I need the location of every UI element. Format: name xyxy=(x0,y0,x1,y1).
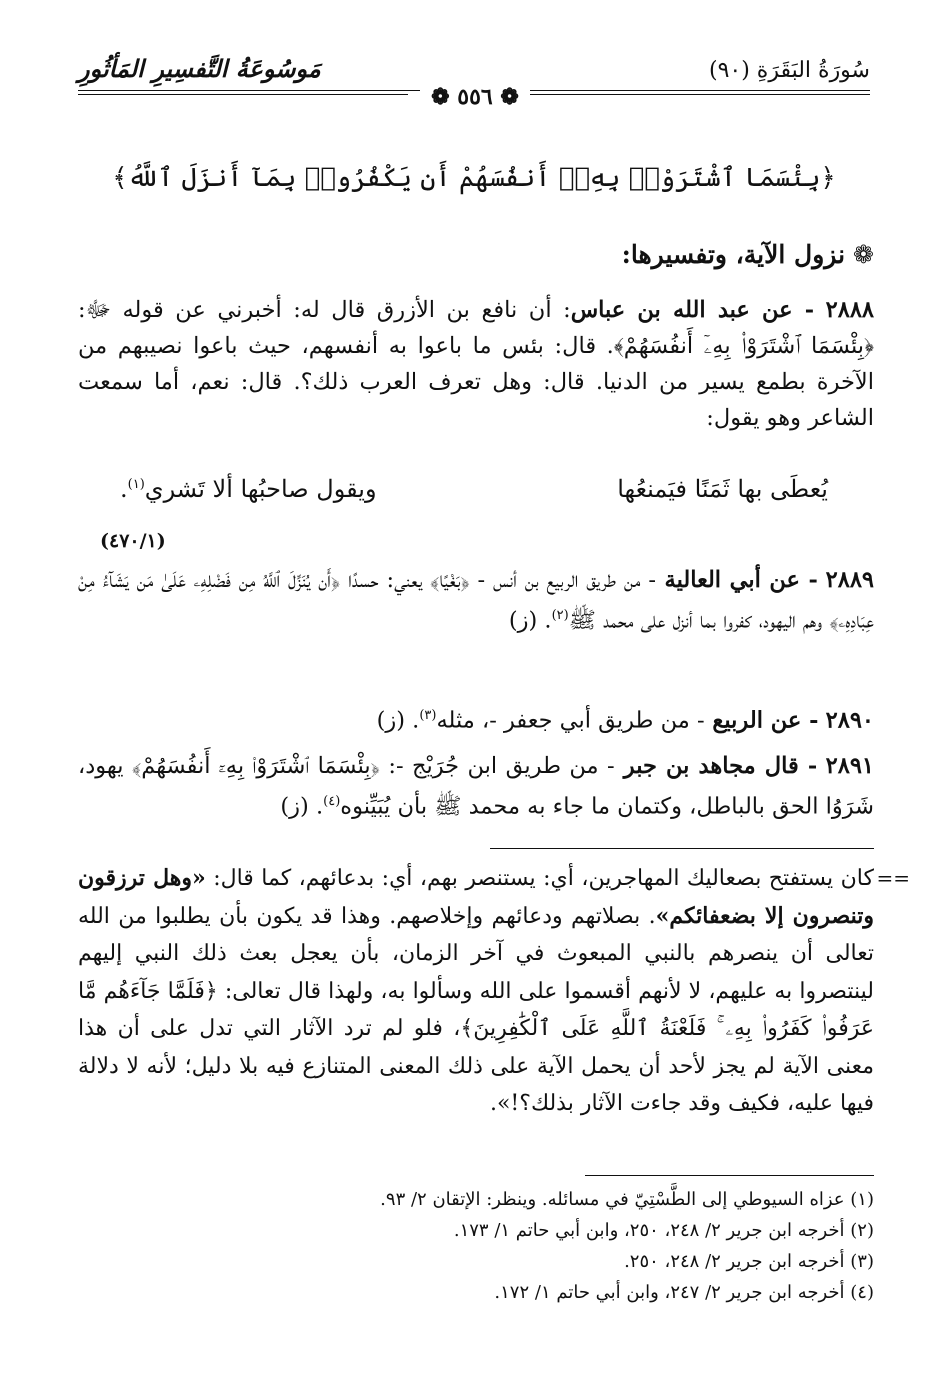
entry-2890: ٢٨٩٠ - عن الربيع - من طريق أبي جعفر -، مثله$^{(٣)}$. (ز) xyxy=(376,707,874,734)
entry-2888 xyxy=(78,292,874,436)
page-number: ❁ ٥٥٦ ❁ xyxy=(420,84,530,110)
entry-text: - من طريق ابن جُرَيْج -: ﴿بِئْسَمَا ٱشْتَرَوْا۟ بِهِۦٓ أَنفُسَهُمْ﴾ يهود، شَرَوُا الحق بالباطل، وكتمان ما جاء به محمد ﷺ بأن يُبَيِّنوه xyxy=(78,753,874,820)
footnote-4: (٤) أخرجه ابن جرير ٢/ ٢٤٧، وابن أبي حاتم ١/ ١٧٢. xyxy=(494,1282,874,1303)
divider xyxy=(490,848,874,849)
entry-number: ٢٨٩١ xyxy=(825,753,875,779)
entry-number: ٢٨٨٩ xyxy=(825,567,875,593)
volume-reference: (٤٧٠/١) xyxy=(100,530,166,552)
entry-number: ٢٨٩٠ xyxy=(825,707,874,734)
entry-number: ٢٨٨٨ xyxy=(825,297,874,323)
poem-hemistich-1: يُعطَى بها ثَمَنًا فيَمنعُها xyxy=(617,475,828,503)
surah-label: سُورَةُ البَقَرَةِ (٩٠) xyxy=(708,58,870,83)
entry-narrator: - قال مجاهد بن جبر xyxy=(623,753,818,779)
entry-2889: ٢٨٨٩ - عن أبي العالية - من طريق الربيع بن أنس - ﴿بَغْيًا﴾ يعني: حسدًا ﴿أَن يُنَزِّلَ ٱللَّهُ مِن فَضْلِهِۦ عَلَىٰ مَن يَشَآءُ مِنْ عِبَادِهِۦ﴾ وهم اليهود، كفروا بما أنزل على محمد ﷺ$^{(٢)}$. (ز) xyxy=(78,567,875,634)
footnote-3: (٣) أخرجه ابن جرير ٢/ ٢٤٨، ٢٥٠. xyxy=(624,1251,874,1272)
footnote-ref: (٤) xyxy=(323,794,341,809)
ornament-icon: ❁ xyxy=(431,84,458,110)
entry-text: - من طريق الربيع بن أنس - ﴿بَغْيًا﴾ يعني: حسدًا ﴿أَن يُنَزِّلَ ٱللَّهُ مِن فَضْلِهِۦ عَلَىٰ مَن يَشَآءُ مِنْ عِبَادِهِۦ﴾ وهم اليهود، كفروا بما أنزل على محمد ﷺ xyxy=(78,567,874,634)
continuation-note: كان يستفتح بصعاليك المهاجرين، أي: يستنصر بهم، أي: بدعائهم، كما قال: «وهل ترزقون وتنصرون إلا بضعفائكم». بصلاتهم ودعائهم وإخلاصهم. وهذا قد يكون بأن يطلبوا من الله تعالى أن ينصرهم بالنبي المبعوث في آخر الزمان، بأن يعجل بعث ذلك النبي إليهم لينتصروا به عليهم، لا لأنهم أقسموا على الله وسألوا به، ولهذا قال تعالى: ﴿فَلَمَّا جَآءَهُم مَّا عَرَفُوا۟ كَفَرُوا۟ بِهِۦ ۚ فَلَعْنَةُ ٱللَّهِ عَلَى ٱلْكَٰفِرِينَ﴾، فلو لم ترد الآثار التي تدل على أن هذا معنى الآية لم يجز لأحد أن يحمل الآية على ذلك المعنى المتنازع فيه بلا دليل؛ لأنه لا دلالة فيها عليه، فكيف وقد جاءت الآثار بذلك؟!». xyxy=(78,865,874,1116)
footnotes xyxy=(78,1184,874,1308)
poem-hemistich-2: ويقول صاحبُها ألا تَشري$^{(١)}$. xyxy=(120,475,377,503)
footnote-rule xyxy=(585,1175,874,1176)
footnote-2: (٢) أخرجه ابن جرير ٢/ ٢٤٨، ٢٥٠، وابن أبي حاتم ١/ ١٧٣. xyxy=(453,1220,874,1241)
footnote-ref: (٢) xyxy=(551,608,569,623)
bold-quote: «وهل ترزقون وتنصرون إلا بضعفائكم» xyxy=(78,865,874,929)
header-rule-right xyxy=(505,94,870,95)
entry-narrator: - عن الربيع xyxy=(712,707,819,734)
footnote-ref: (٣) xyxy=(419,708,437,723)
entry-2891: ٢٨٩١ - قال مجاهد بن جبر - من طريق ابن جُرَيْج -: ﴿بِئْسَمَا ٱشْتَرَوْا۟ بِهِۦٓ أَنفُسَهُمْ﴾ يهود، شَرَوُا الحق بالباطل، وكتمان ما جاء به محمد ﷺ بأن يُبَيِّنوه$^{(٤)}$. (ز) xyxy=(78,753,875,820)
continuation-marker: == xyxy=(876,866,910,890)
entry-narrator: - عن أبي العالية xyxy=(664,567,818,593)
book-title: مَوسُوعَةُ التَّفسِيرِ المَأثُورِ xyxy=(78,54,321,83)
ornament-icon: ❁ xyxy=(492,84,519,110)
entry-text: : أن نافع بن الأزرق قال له: أخبرني عن قوله ﷻ: ﴿بِئْسَمَا ٱشْتَرَوْا۟ بِهِۦٓ أَنفُسَهُمْ﴾. قال: بئس ما باعوا به أنفسهم، حيث باعوا نصيبهم من الآخرة بطمع يسير من الدنيا. قال: وهل تعرف العرب ذلك؟. قال: نعم، أما سمعت الشاعر وهو يقول: xyxy=(78,297,874,431)
footnote-ref: (١) xyxy=(127,477,145,492)
verse-heading: ﴿بِئْسَمَا ٱشْتَرَوْا۟ بِهِۦٓ أَنفُسَهُمْ أَن يَكْفُرُوا۟ بِمَآ أَنزَلَ ٱللَّهُ﴾ xyxy=(112,163,836,193)
section-title: ❁نزول الآية، وتفسيرها: xyxy=(621,240,874,269)
header-rule-left xyxy=(78,94,408,95)
footnote-1: (١) عزاه السيوطي إلى الطَّسْتِيّ في مسائله. وينظر: الإتقان ٢/ ٩٣. xyxy=(380,1189,874,1210)
flower-icon: ❁ xyxy=(853,240,874,269)
entry-text: - من طريق أبي جعفر -، مثله xyxy=(436,707,705,734)
entry-narrator: - عن عبد الله بن عباس xyxy=(570,297,815,323)
